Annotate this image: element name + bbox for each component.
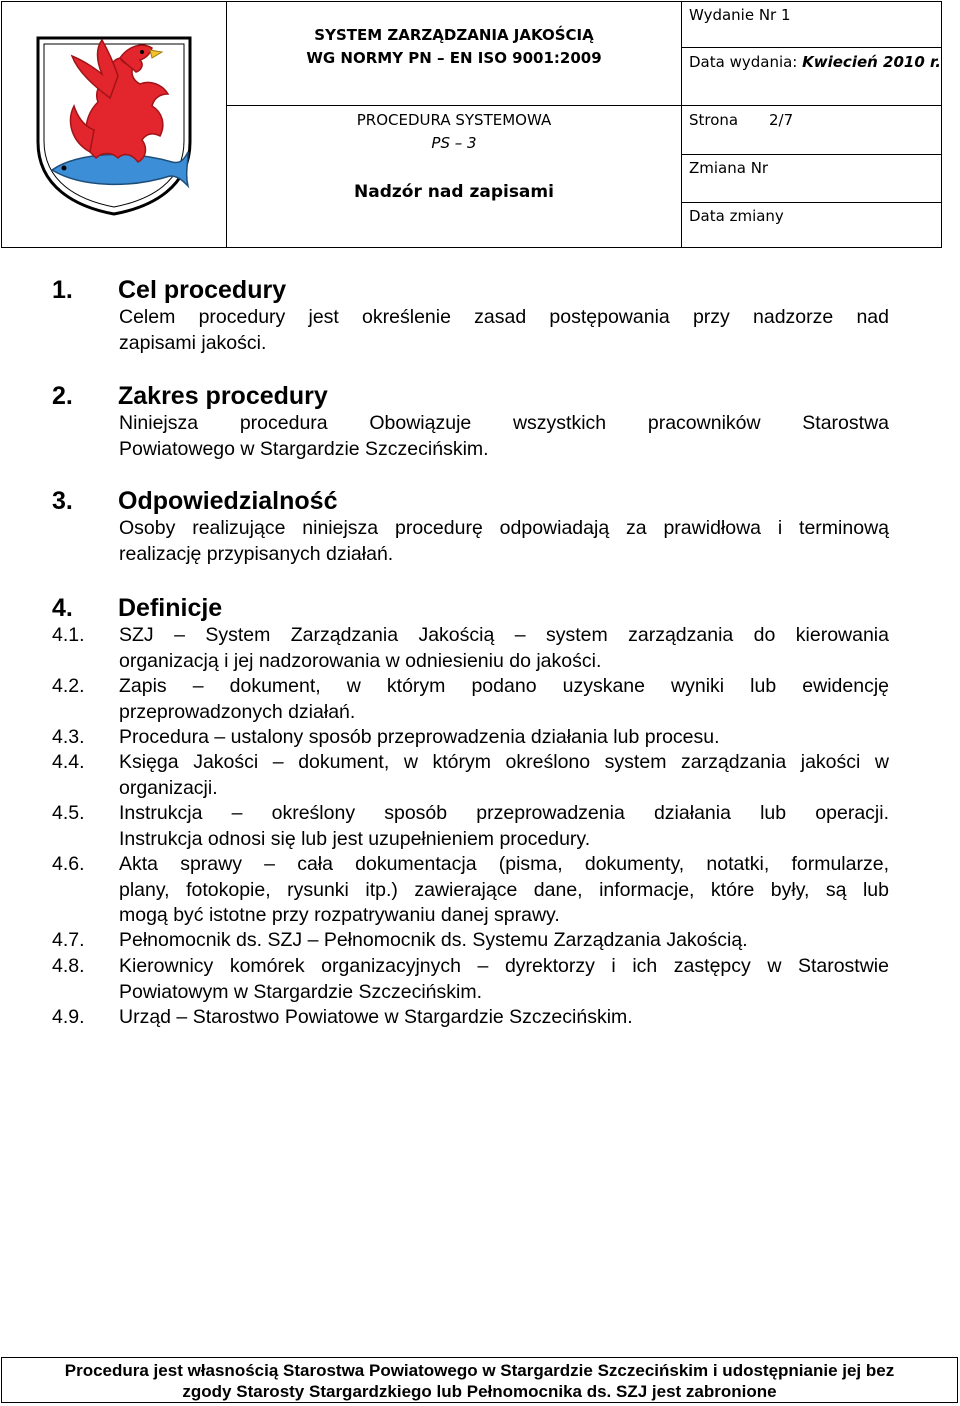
section-number: 3. [52, 487, 73, 515]
edition-cell [682, 2, 941, 48]
change-date-label: Data zmiany [689, 207, 784, 225]
section-title: Odpowiedzialność [118, 487, 338, 515]
procedure-code: PS – 3 [431, 134, 477, 152]
paragraph-line: Osoby realizujące niniejsza procedurę odpowiadają za prawidłowa i terminową [119, 517, 889, 539]
definition-number: 4.5. [52, 802, 85, 824]
change-number-label: Zmiana Nr [689, 159, 769, 177]
definition-number: 4.8. [52, 955, 85, 977]
definition-line: mogą być istotne przy rozpatrywaniu danej sprawy. [119, 904, 560, 926]
paragraph-line: Niniejsza procedura Obowiązuje wszystkich pracowników Starostwa [119, 412, 889, 434]
section-heading [52, 487, 337, 516]
footer-line1: Procedura jest własnością Starostwa Powiatowego w Stargardzie Szczecińskim i udostępnianie jej bez [64, 1361, 895, 1380]
section-title: Cel procedury [118, 276, 287, 304]
definition-line: organizacją i jej nadzorowania w odniesieniu do jakości. [119, 649, 602, 672]
paragraph-line: realizację przypisanych działań. [119, 542, 394, 565]
definition-line: Instrukcja – określony sposób przeprowadzenia działania lub operacji. [119, 802, 889, 824]
footer-line2: zgody Starosty Stargardzkiego lub Pełnomocnika ds. SZJ jest zabronione [182, 1382, 777, 1401]
procedure-title: Nadzór nad zapisami [354, 182, 554, 202]
definition-number: 4.6. [52, 853, 85, 875]
page-value: 2/7 [769, 111, 794, 129]
section-title: Definicje [118, 594, 223, 622]
definition-line: Powiatowym w Stargardzie Szczecińskim. [119, 980, 483, 1003]
definition-line: plany, fotokopie, rysunki itp.) zawierające dane, informacje, które były, są lub [119, 878, 889, 901]
system-name-line1: SYSTEM ZARZĄDZANIA JAKOŚCIĄ [314, 26, 594, 44]
definition-text [119, 852, 889, 929]
definition-line: Instrukcja odnosi się lub jest uzupełnieniem procedury. [119, 827, 591, 850]
definition-line: przeprowadzonych działań. [119, 700, 356, 723]
section-number: 4. [52, 594, 73, 622]
section-number: 1. [52, 276, 73, 304]
definition-line: SZJ – System Zarządzania Jakością – system zarządzania do kierowania [119, 624, 889, 646]
edition-label: Wydanie Nr 1 [689, 6, 791, 24]
definition-number: 4.9. [52, 1006, 85, 1028]
definition-number: 4.3. [52, 726, 85, 748]
paragraph-line: Powiatowego w Stargardzie Szczecińskim. [119, 437, 489, 460]
definition-line: Zapis – dokument, w którym podano uzyskane wyniki lub ewidencję [119, 675, 889, 697]
definition-number: 4.2. [52, 675, 85, 697]
procedure-name-cell [227, 106, 682, 247]
coat-of-arms-logo [2, 2, 227, 247]
coat-of-arms-cell [2, 2, 227, 247]
change-number-cell [682, 155, 941, 203]
definition-text [119, 1005, 889, 1031]
section-paragraph [119, 411, 889, 462]
system-name-line2: WG NORMY PN – EN ISO 9001:2009 [306, 49, 602, 67]
definition-text [119, 623, 889, 674]
paragraph-line: Celem procedury jest określenie zasad postępowania przy nadzorze nad [119, 306, 889, 328]
system-name-cell [227, 2, 682, 106]
section-title: Zakres procedury [118, 382, 328, 410]
change-date-cell [682, 203, 941, 247]
definition-line: organizacji. [119, 776, 218, 799]
section-heading [52, 276, 286, 305]
procedure-type: PROCEDURA SYSTEMOWA [356, 111, 552, 129]
page-cell [682, 106, 941, 155]
definition-line: Kierownicy komórek organizacyjnych – dyrektorzy i ich zastępcy w Starostwie [119, 955, 889, 977]
definition-text [119, 674, 889, 725]
document-footer [1, 1357, 958, 1403]
definition-line: Akta sprawy – cała dokumentacja (pisma, dokumenty, notatki, formularze, [119, 853, 889, 875]
issue-date-value: Kwiecień 2010 r. [802, 53, 941, 71]
paragraph-line: zapisami jakości. [119, 331, 267, 354]
definition-text [119, 750, 889, 801]
section-heading [52, 594, 222, 623]
issue-date [689, 53, 941, 71]
issue-date-label: Data wydania: [689, 53, 803, 71]
definition-text [119, 801, 889, 852]
document-header-table [1, 1, 942, 248]
definition-line: Procedura – ustalony sposób przeprowadzenia działania lub procesu. [119, 726, 720, 748]
definition-text [119, 954, 889, 1005]
definition-line: Księga Jakości – dokument, w którym określono system zarządzania jakości w [119, 751, 889, 773]
definition-line: Urząd – Starostwo Powiatowe w Stargardzie Szczecińskim. [119, 1006, 633, 1028]
definition-text [119, 725, 889, 751]
definition-number: 4.7. [52, 929, 85, 951]
section-heading [52, 382, 328, 411]
section-paragraph [119, 516, 889, 567]
definition-number: 4.4. [52, 751, 85, 773]
issue-date-cell [682, 48, 941, 106]
definition-line: Pełnomocnik ds. SZJ – Pełnomocnik ds. Systemu Zarządzania Jakością. [119, 929, 748, 951]
definition-number: 4.1. [52, 624, 85, 646]
section-paragraph [119, 305, 889, 356]
section-number: 2. [52, 382, 73, 410]
definition-text [119, 928, 889, 954]
page-label: Strona [689, 111, 739, 129]
